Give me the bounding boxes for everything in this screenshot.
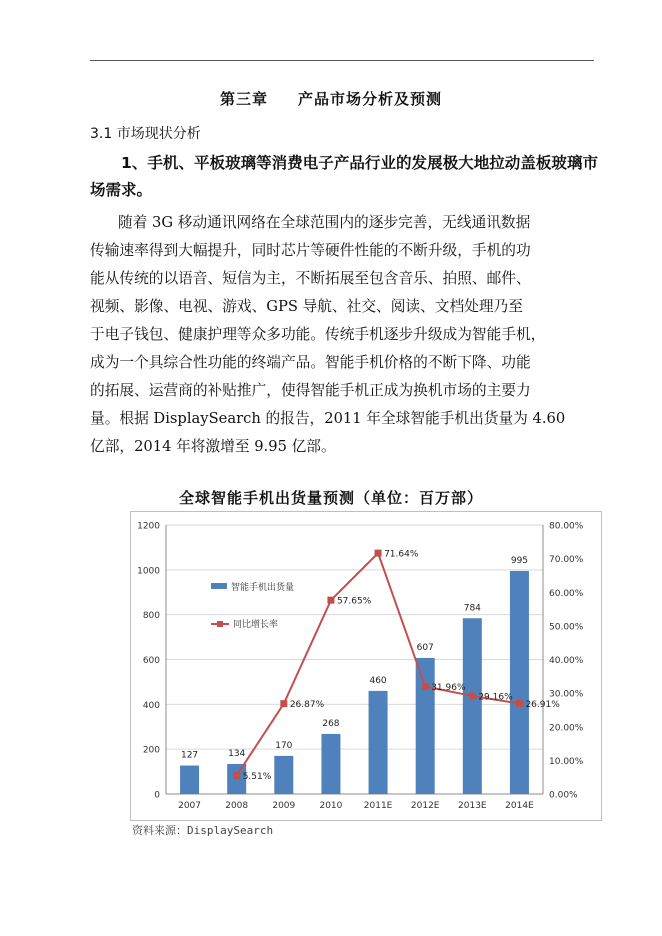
bar: [463, 618, 482, 794]
growth-value-label: 26.87%: [289, 700, 325, 711]
body-line: 亿部，2014 年将激增至 9.95 亿部。: [90, 438, 336, 455]
chapter-name: 产品市场分析及预测: [298, 90, 443, 108]
bar-value-label: 134: [228, 748, 246, 759]
source-note: 资料来源：DisplaySearch: [132, 824, 274, 837]
bar: [510, 571, 529, 794]
y-right-tick-label: 80.00%: [549, 521, 584, 532]
growth-value-label: 26.91%: [525, 700, 560, 711]
legend-bar-swatch: [211, 583, 227, 589]
header-rule: [90, 60, 594, 61]
bar-value-label: 995: [510, 555, 529, 566]
y-right-tick-label: 50.00%: [549, 622, 584, 633]
body-line: 随着 3G 移动通讯网络在全球范围内的逐步完善，无线通讯数据: [118, 214, 531, 231]
x-tick-label: 2012E: [410, 801, 440, 811]
bar: [416, 658, 435, 794]
y-right-tick-label: 40.00%: [549, 656, 584, 666]
bar-value-label: 268: [322, 718, 340, 729]
bar-value-label: 460: [369, 675, 387, 686]
body-line: 于电子钱包、健康护理等众多功能。传统手机逐步升级成为智能手机，: [90, 326, 546, 343]
y-right-tick-label: 0.00%: [549, 790, 578, 801]
y-right-tick-label: 20.00%: [549, 723, 584, 734]
x-tick-label: 2007: [178, 801, 202, 811]
growth-point: [280, 700, 287, 707]
y-right-tick-label: 70.00%: [549, 555, 584, 566]
body-paragraph: [90, 209, 598, 461]
paragraph-heading: 1、手机、平板玻璃等消费电子产品行业的发展极大地拉动盖板玻璃市场需求。: [90, 154, 598, 199]
x-tick-label: 2008: [225, 801, 249, 811]
body-line: 传输速率得到大幅提升，同时芯片等硬件性能的不断升级，手机的功: [90, 242, 531, 259]
bar: [321, 734, 340, 794]
growth-point: [422, 683, 429, 690]
bar: [180, 766, 199, 794]
chapter-number: 第三章: [219, 90, 268, 108]
body-line: 能从传统的以语音、短信为主，不断拓展至包含音乐、拍照、邮件、: [90, 270, 531, 287]
growth-point: [516, 700, 523, 707]
y-left-tick-label: 600: [142, 656, 160, 666]
body-line: 量。根据 DisplaySearch 的报告，2011 年全球智能手机出货量为 4.60: [90, 410, 566, 427]
chart-container: [130, 511, 602, 821]
bar-value-label: 607: [416, 642, 434, 653]
growth-value-label: 31.96%: [431, 683, 466, 694]
bar: [369, 691, 388, 794]
growth-value-label: 29.16%: [478, 692, 513, 703]
growth-point: [327, 597, 334, 604]
bar-value-label: 784: [463, 603, 481, 614]
y-left-tick-label: 1200: [137, 521, 160, 532]
section-heading: 3.1 市场现状分析: [90, 126, 201, 142]
growth-value-label: 71.64%: [384, 549, 419, 560]
legend-line-label: 同比增长率: [233, 620, 279, 630]
shipment-chart: [131, 512, 601, 820]
x-tick-label: 2014E: [505, 801, 534, 811]
y-left-tick-label: 1000: [137, 566, 160, 577]
growth-point: [375, 550, 382, 557]
chart-title: 全球智能手机出货量预测（单位：百万部）: [178, 489, 483, 507]
x-tick-label: 2010: [319, 801, 343, 811]
legend-bar-label: 智能手机出货量: [231, 583, 295, 593]
x-tick-label: 2009: [272, 801, 296, 811]
bar-value-label: 170: [275, 740, 293, 751]
bar: [274, 756, 293, 794]
body-line: 视频、影像、电视、游戏、GPS 导航、社交、阅读、文档处理乃至: [90, 298, 523, 315]
growth-point: [469, 692, 476, 699]
y-left-tick-label: 0: [154, 790, 160, 801]
growth-point: [233, 772, 240, 779]
body-line: 的拓展、运营商的补贴推广，使得智能手机正成为换机市场的主要力: [90, 382, 531, 399]
y-right-tick-label: 10.00%: [549, 756, 584, 767]
x-tick-label: 2011E: [363, 801, 393, 811]
x-tick-label: 2013E: [458, 801, 487, 811]
y-left-tick-label: 200: [142, 745, 160, 756]
growth-value-label: 5.51%: [242, 771, 272, 782]
growth-value-label: 57.65%: [336, 596, 372, 607]
y-right-tick-label: 60.00%: [549, 588, 584, 599]
chapter-title: [0, 88, 662, 109]
y-left-tick-label: 400: [142, 700, 160, 711]
body-line: 成为一个具综合性功能的终端产品。智能手机价格的不断下降、功能: [90, 354, 531, 371]
bar-value-label: 127: [180, 750, 199, 761]
legend-line-marker: [217, 621, 223, 627]
y-left-tick-label: 800: [142, 611, 160, 622]
y-right-tick-label: 30.00%: [549, 689, 584, 700]
